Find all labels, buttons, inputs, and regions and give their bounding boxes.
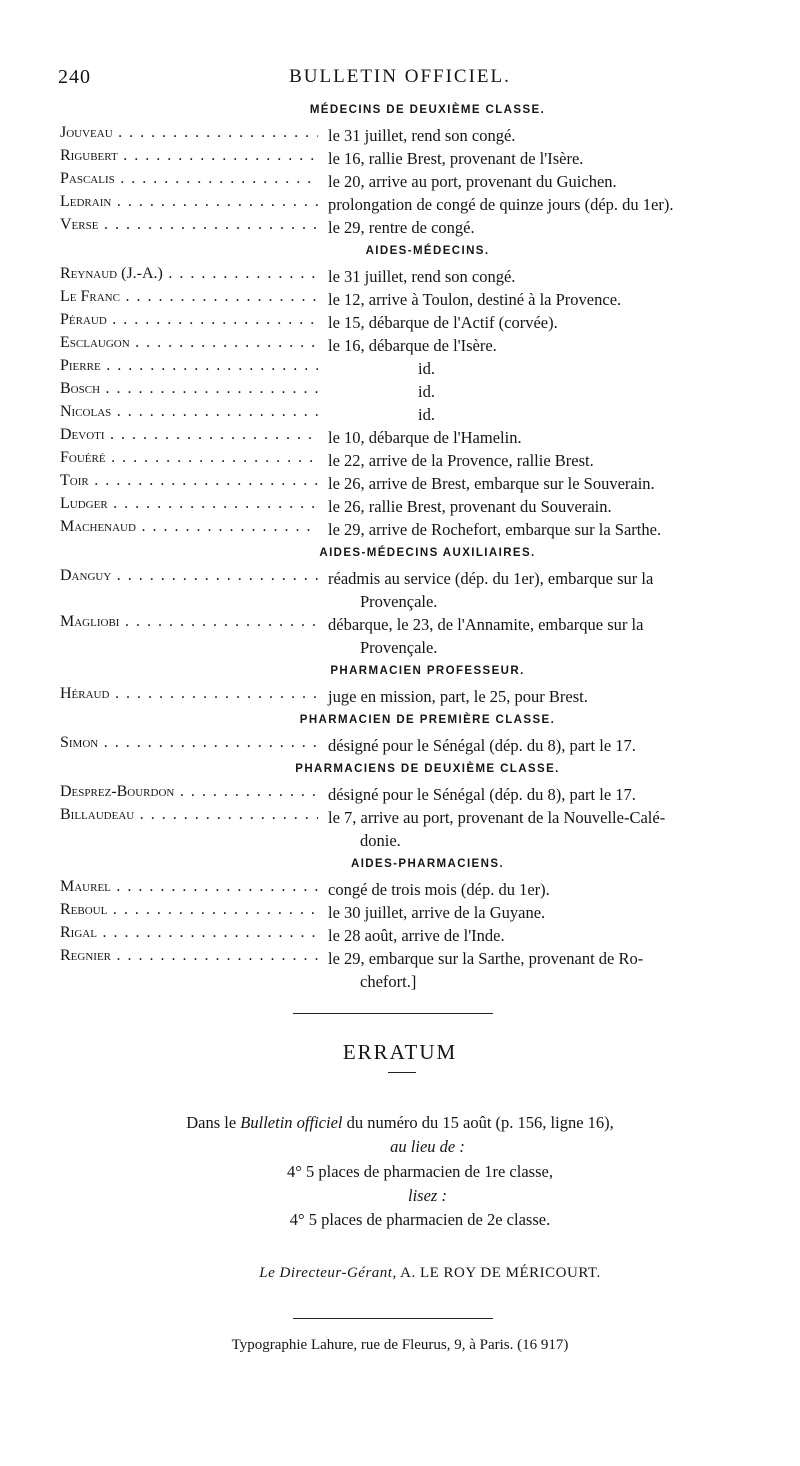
entry-text: le 26, rallie Brest, provenant du Souverain. (328, 497, 612, 516)
entry-text: le 29, rentre de congé. (328, 218, 475, 237)
officer-name: Simon . . . (60, 734, 318, 752)
officer-name: Toir . . . (60, 472, 318, 490)
roster-entry (60, 170, 762, 193)
officer-name: Danguy . . . (60, 567, 318, 585)
roster-entry (60, 734, 762, 757)
officer-name: Verse . . . (60, 216, 318, 234)
entry-text: le 31 juillet, rend son congé. (328, 126, 516, 145)
entry-text: id. (418, 405, 435, 424)
officer-name: Pascalis . . . (60, 170, 318, 188)
roster-entry (60, 685, 762, 708)
signature: Le Directeur-Gérant, A. LE ROY DE MÉRICOURT. (259, 1265, 601, 1281)
entry-text: le 29, embarque sur la Sarthe, provenant de Ro- (328, 949, 644, 968)
erratum-line-5: 4° 5 places de pharmacien de 2e classe. (289, 1210, 551, 1229)
roster-entry (60, 449, 762, 472)
officer-name: Le Franc . . . (60, 288, 318, 306)
roster-entry (60, 334, 762, 357)
section-heading: AIDES-MÉDECINS. (365, 245, 490, 257)
roster-entry (60, 265, 762, 288)
roster-entry (60, 901, 762, 924)
roster-entry (60, 288, 762, 311)
officer-name: Ledrain . . . (60, 193, 318, 211)
officer-name: Devoti . . . (60, 426, 318, 444)
entry-text: le 22, arrive de la Provence, rallie Brest. (328, 451, 594, 470)
officer-name: Rigubert . . . (60, 147, 318, 165)
roster-entry (60, 947, 762, 991)
officer-name: Nicolas . . . (60, 403, 318, 421)
roster-entry (60, 806, 762, 850)
officer-name: Pierre . . . (60, 357, 318, 375)
roster-entry (60, 380, 762, 403)
entry-text: le 30 juillet, arrive de la Guyane. (328, 903, 546, 922)
roster-entry (60, 403, 762, 426)
roster-entry (60, 147, 762, 170)
entry-text: désigné pour le Sénégal (dép. du 8), part le 17. (328, 785, 636, 804)
entry-text: le 29, arrive de Rochefort, embarque sur la Sarthe. (328, 520, 662, 539)
entry-text: congé de trois mois (dép. du 1er). (328, 880, 550, 899)
entry-text: Provençale. (360, 638, 438, 657)
entry-text: le 26, arrive de Brest, embarque sur le Souverain. (328, 474, 655, 493)
section-heading: MÉDECINS DE DEUXIÈME CLASSE. (309, 104, 546, 116)
officer-name: Machenaud . . . (60, 518, 318, 536)
erratum-line-3: 4° 5 places de pharmacien de 1re classe, (287, 1162, 553, 1181)
officer-name: Rigal . . . (60, 924, 318, 942)
entry-text: le 28 août, arrive de l'Inde. (328, 926, 505, 945)
officer-name: Magliobi . . . (60, 613, 318, 631)
roster-entry (60, 311, 762, 334)
entry-text: juge en mission, part, le 25, pour Brest. (328, 687, 588, 706)
entry-text: le 15, débarque de l'Actif (corvée). (328, 313, 558, 332)
roster-entry (60, 783, 762, 806)
entry-text: réadmis au service (dép. du 1er), embarque sur la (328, 569, 654, 588)
section-heading: PHARMACIENS DE DEUXIÈME CLASSE. (295, 763, 560, 775)
section-heading: PHARMACIEN DE PREMIÈRE CLASSE. (299, 714, 556, 726)
entry-text: le 16, rallie Brest, provenant de l'Isère. (328, 149, 584, 168)
roster-entry (60, 472, 762, 495)
officer-name: Fouéré . . . (60, 449, 318, 467)
roster-entry (60, 124, 762, 147)
officer-name: Ludger . . . (60, 495, 318, 513)
imprint: Typographie Lahure, rue de Fleurus, 9, à Paris. (16 917) (231, 1337, 569, 1353)
roster-entry (60, 518, 762, 541)
roster-entry (60, 878, 762, 901)
entry-text: le 16, débarque de l'Isère. (328, 336, 497, 355)
roster-entry (60, 567, 762, 611)
roster-entry (60, 426, 762, 449)
officer-name: Péraud . . . (60, 311, 318, 329)
roster-entry (60, 924, 762, 947)
section-heading: PHARMACIEN PROFESSEUR. (330, 665, 525, 677)
separator-rule (293, 1013, 493, 1014)
entry-text: le 20, arrive au port, provenant du Guichen. (328, 172, 617, 191)
erratum-title: ERRATUM (342, 1040, 458, 1064)
running-title: BULLETIN OFFICIEL. (289, 66, 511, 87)
page-number: 240 (58, 66, 91, 88)
entry-text: le 31 juillet, rend son congé. (328, 267, 516, 286)
officer-name: Maurel . . . (60, 878, 318, 896)
officer-name: Billaudeau . . . (60, 806, 318, 824)
roster-entry (60, 495, 762, 518)
roster-entry (60, 357, 762, 380)
entry-text: le 10, débarque de l'Hamelin. (328, 428, 522, 447)
officer-name: Reynaud (J.-A.) . . . (60, 265, 318, 283)
entry-text: le 7, arrive au port, provenant de la Nouvelle-Calé- (328, 808, 666, 827)
entry-text: Provençale. (360, 592, 438, 611)
entry-text: le 12, arrive à Toulon, destiné à la Provence. (328, 290, 622, 309)
entry-text: id. (418, 382, 435, 401)
imprint-rule (293, 1318, 493, 1319)
page-header (58, 66, 742, 90)
officer-name: Jouveau . . . (60, 124, 318, 142)
roster-entry (60, 193, 762, 216)
entry-text: chefort.] (360, 972, 417, 991)
officer-name: Héraud . . . (60, 685, 318, 703)
section-heading: AIDES-MÉDECINS AUXILIAIRES. (319, 547, 536, 559)
entry-text: débarque, le 23, de l'Annamite, embarque sur la (328, 615, 644, 634)
officer-name: Reboul . . . (60, 901, 318, 919)
erratum-au-lieu: au lieu de : (390, 1137, 465, 1156)
entry-text: prolongation de congé de quinze jours (dép. du 1er). (328, 195, 674, 214)
officer-name: Regnier . . . (60, 947, 318, 965)
section-heading: AIDES-PHARMACIENS. (351, 858, 504, 870)
erratum-underline (388, 1072, 416, 1073)
roster-entry (60, 216, 762, 239)
officer-name: Desprez-Bourdon . . . (60, 783, 318, 801)
entry-text: désigné pour le Sénégal (dép. du 8), part le 17. (328, 736, 636, 755)
entry-text: id. (418, 359, 435, 378)
officer-name: Esclaugon . . . (60, 334, 318, 352)
erratum-line-1: Dans le Bulletin officiel du numéro du 15 août (p. 156, ligne 16), (186, 1113, 614, 1132)
roster-entry (60, 613, 762, 657)
erratum-lisez: lisez : (408, 1186, 447, 1205)
entry-text: donie. (360, 831, 401, 850)
officer-name: Bosch . . . (60, 380, 318, 398)
